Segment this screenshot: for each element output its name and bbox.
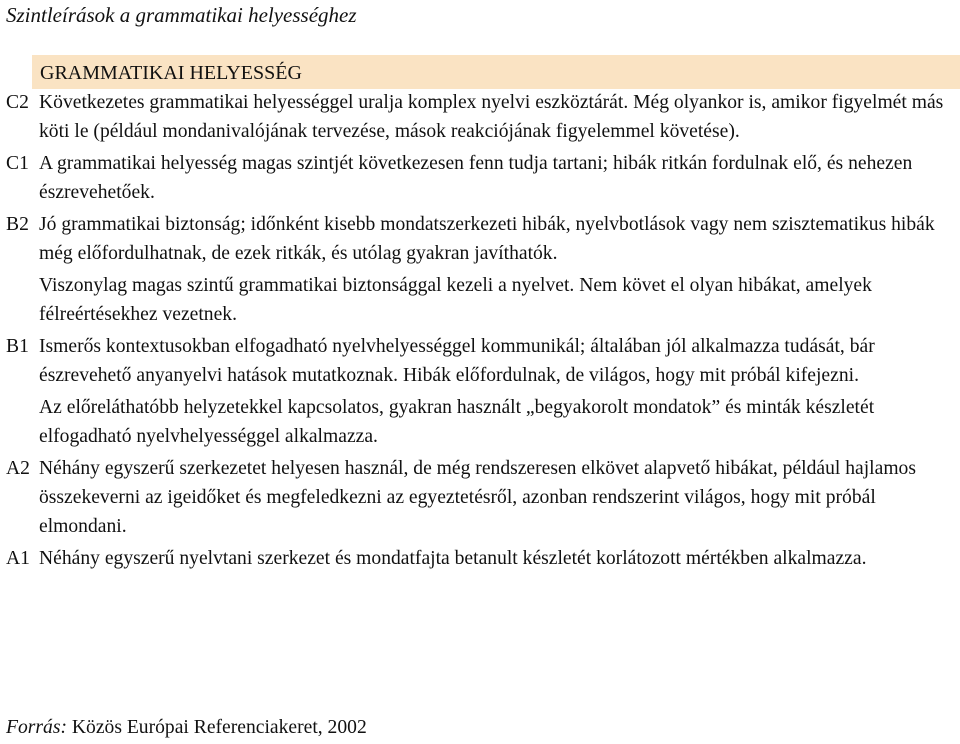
level-descriptor-b1 bbox=[0, 332, 960, 451]
section-heading-band bbox=[32, 55, 960, 89]
level-descriptor-a1 bbox=[0, 544, 960, 573]
level-descriptor-a2 bbox=[0, 454, 960, 541]
level-descriptor-c1 bbox=[0, 149, 960, 207]
level-code: A1 bbox=[6, 548, 30, 569]
level-code: A2 bbox=[6, 458, 30, 479]
level-code: B1 bbox=[6, 336, 29, 357]
section-heading: GRAMMATIKAI HELYESSÉG bbox=[40, 62, 302, 84]
level-description: Ismerős kontextusokban elfogadható nyelvhelyességgel kommunikál; általában jól alkalmazza tudását, bár észrevehető anyanyelvi hatások mutatkoznak. Hibák előfordulnak, de világos, hogy mit próbál kifejezni. bbox=[39, 336, 875, 386]
level-description: Következetes grammatikai helyességgel uralja komplex nyelvi eszköztárát. Még olyankor is, amikor figyelmét más köti le (például mondanivalójának tervezése, mások reakciójának figyelemmel követése). bbox=[39, 92, 944, 142]
level-description: Néhány egyszerű nyelvtani szerkezet és mondatfajta betanult készletét korlátozott mértékben alkalmazza. bbox=[39, 548, 867, 569]
level-description: Az előreláthatóbb helyzetekkel kapcsolatos, gyakran használt „begyakorolt mondatok” és minták készletét elfogadható nyelvhelyességgel alkalmazza. bbox=[39, 397, 875, 447]
level-descriptor-c2 bbox=[0, 88, 960, 146]
source-text: Közös Európai Referenciakeret, 2002 bbox=[71, 717, 367, 738]
document-title: Szintleírások a grammatikai helyességhez bbox=[6, 3, 357, 27]
level-description: Jó grammatikai biztonság; időnként kisebb mondatszerkezeti hibák, nyelvbotlások vagy nem szisztematikus hibák még előfordulhatnak, de ezek ritkák, és utólag gyakran javíthatók. bbox=[39, 214, 935, 264]
level-code: B2 bbox=[6, 214, 29, 235]
level-description: Néhány egyszerű szerkezetet helyesen használ, de még rendszeresen elkövet alapvető hibákat, például hajlamos összekeverni az igeidőket és megfeledkezni az egyeztetésről, azonban rendszerint világos, hogy mit próbál elmondani. bbox=[39, 458, 916, 537]
source-label: Forrás: bbox=[6, 717, 67, 738]
level-description: Viszonylag magas szintű grammatikai biztonsággal kezeli a nyelvet. Nem követ el olyan hibákat, amelyek félreértésekhez vezetnek. bbox=[39, 275, 872, 325]
level-code: C1 bbox=[6, 153, 29, 174]
level-description: A grammatikai helyesség magas szintjét következesen fenn tudja tartani; hibák ritkán fordulnak elő, és nehezen észrevehetőek. bbox=[39, 153, 913, 203]
level-code: C2 bbox=[6, 92, 29, 113]
level-descriptor-b2 bbox=[0, 210, 960, 329]
level-descriptor-list bbox=[0, 88, 960, 573]
source-citation bbox=[6, 715, 367, 741]
